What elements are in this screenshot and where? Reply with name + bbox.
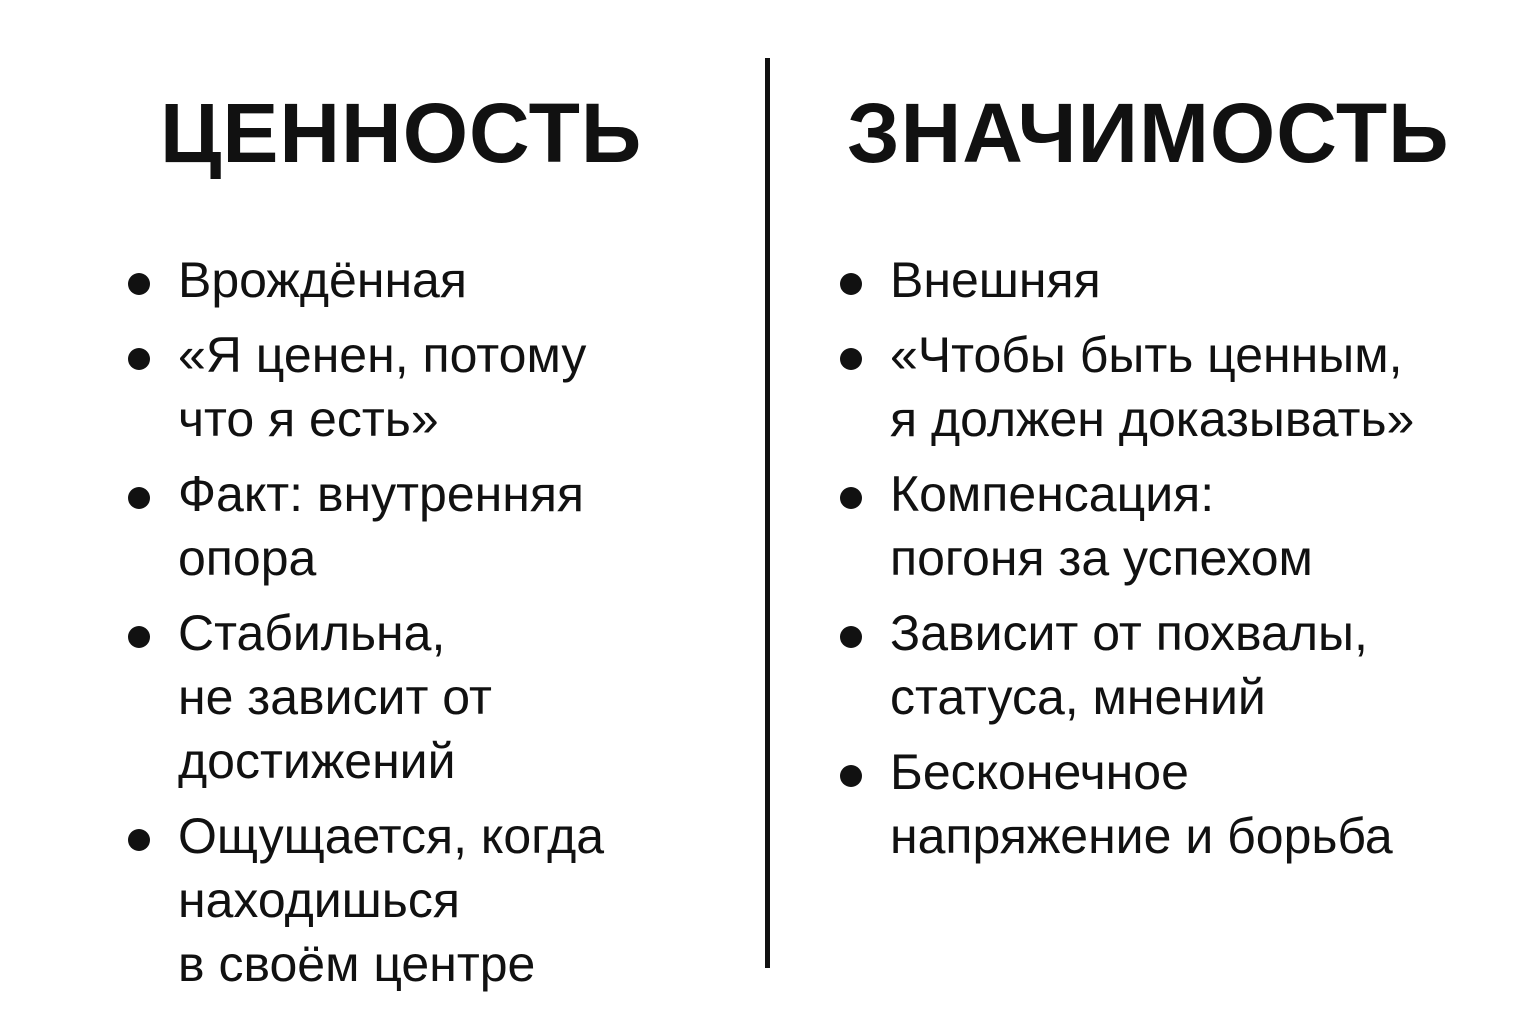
list-item bbox=[840, 462, 1520, 590]
item-text: Стабильна, не зависит от достижений bbox=[178, 605, 492, 789]
bullet-icon bbox=[128, 829, 150, 851]
list-item bbox=[128, 462, 748, 590]
bullet-icon bbox=[128, 487, 150, 509]
value-heading: ЦЕННОСТЬ bbox=[160, 86, 643, 180]
list-item bbox=[840, 323, 1520, 451]
list-item bbox=[128, 248, 748, 312]
list-item bbox=[128, 601, 748, 793]
item-text: Врождённая bbox=[178, 252, 467, 308]
item-text: Ощущается, когда находишься в своём центре bbox=[178, 808, 605, 992]
bullet-icon bbox=[840, 348, 862, 370]
bullet-icon bbox=[840, 273, 862, 295]
list-item bbox=[840, 601, 1520, 729]
significance-column bbox=[770, 0, 1536, 1024]
list-item bbox=[840, 740, 1520, 868]
item-text: Бесконечное напряжение и борьба bbox=[890, 744, 1393, 864]
bullet-icon bbox=[128, 273, 150, 295]
value-list bbox=[128, 248, 748, 1007]
bullet-icon bbox=[128, 348, 150, 370]
bullet-icon bbox=[128, 626, 150, 648]
list-item bbox=[128, 804, 748, 996]
significance-list bbox=[840, 248, 1520, 879]
value-column bbox=[0, 0, 765, 1024]
item-text: «Чтобы быть ценным, я должен доказывать» bbox=[890, 327, 1415, 447]
significance-heading: ЗНАЧИМОСТЬ bbox=[847, 86, 1450, 180]
bullet-icon bbox=[840, 765, 862, 787]
item-text: Зависит от похвалы, статуса, мнений bbox=[890, 605, 1368, 725]
bullet-icon bbox=[840, 487, 862, 509]
list-item bbox=[128, 323, 748, 451]
bullet-icon bbox=[840, 626, 862, 648]
item-text: Факт: внутренняя опора bbox=[178, 466, 585, 586]
item-text: Внешняя bbox=[890, 252, 1101, 308]
item-text: «Я ценен, потому что я есть» bbox=[178, 327, 587, 447]
item-text: Компенсация: погоня за успехом bbox=[890, 466, 1313, 586]
list-item bbox=[840, 248, 1520, 312]
